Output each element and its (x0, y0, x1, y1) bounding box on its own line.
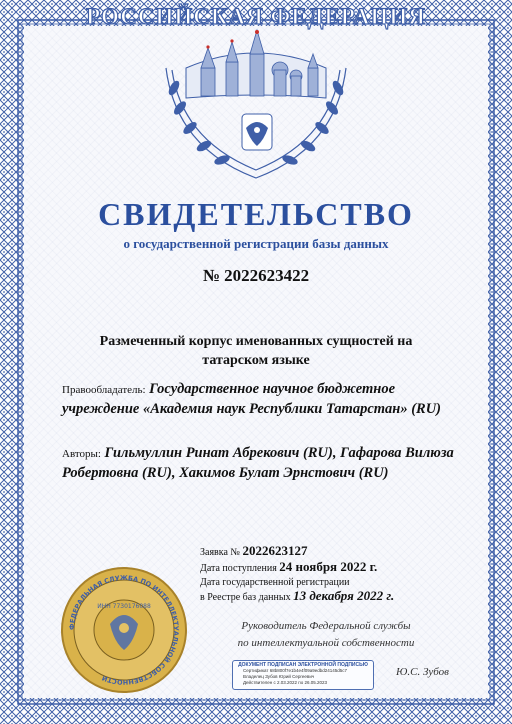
certificate-subtitle: о государственной регистрации базы данных (123, 236, 389, 251)
registration-date: 13 декабря 2022 г. (293, 588, 395, 603)
signatory-position (196, 618, 456, 652)
registration-label-1: Дата государственной регистрации (200, 577, 350, 588)
application-label: Заявка № (200, 547, 240, 558)
authors-label: Авторы: (62, 448, 101, 460)
position-line-1: Руководитель Федеральной службы (241, 620, 411, 632)
application-line (200, 544, 460, 560)
electronic-signature-stamp (232, 660, 374, 690)
country-heading: РОССИЙСКАЯ ФЕДЕРАЦИЯ (86, 4, 426, 29)
filing-date: 24 ноября 2022 г. (279, 559, 378, 574)
stamp-header: ДОКУМЕНТ ПОДПИСАН ЭЛЕКТРОННОЙ ПОДПИСЬЮ (238, 662, 368, 668)
registration-label-2: в Реестре баз данных (200, 592, 291, 603)
rights-holder (62, 380, 454, 419)
application-number: 2022623127 (242, 543, 308, 558)
filing-line (200, 560, 460, 576)
registration-line (200, 589, 460, 605)
authors-value: Гильмуллин Ринат Абрекович (RU), Гафарова Вилюза Робертовна (RU), Хакимов Булат Эрнстович (RU) (62, 445, 454, 481)
database-name: Размеченный корпус именованных сущностей на татарском языке (99, 334, 413, 368)
certificate-number: № 2022623422 (202, 266, 310, 285)
position-line-2: по интеллектуальной собственности (237, 637, 415, 649)
filing-label: Дата поступления (200, 563, 277, 574)
certificate-title: СВИДЕТЕЛЬСТВО (98, 196, 414, 232)
stamp-line-2: Владелец Зубов Юрий Сергеевич (243, 674, 315, 679)
authors (62, 444, 454, 483)
rights-holder-label: Правообладатель: (62, 384, 146, 396)
kremlin-emblem-icon (146, 28, 366, 188)
official-seal-icon (60, 566, 188, 694)
seal-inn: ИНН 7730176088 (97, 603, 151, 610)
signatory-name: Ю.С. Зубов (396, 666, 449, 678)
stamp-line-3: Действителен с 2.03.2022 по 26.05.2023 (243, 680, 327, 685)
rights-holder-value: Государственное научное бюджетное учреждение «Академия наук Республики Татарстан» (RU) (62, 381, 442, 417)
stamp-line-1: Сертификат 68b800f7e1b4e4f09a9edbd24145d5c7 (243, 668, 348, 673)
seal-text: ФЕДЕРАЛЬНАЯ СЛУЖБА ПО ИНТЕЛЛЕКТУАЛЬНОЙ СОБСТВЕННОСТИ (67, 573, 181, 687)
